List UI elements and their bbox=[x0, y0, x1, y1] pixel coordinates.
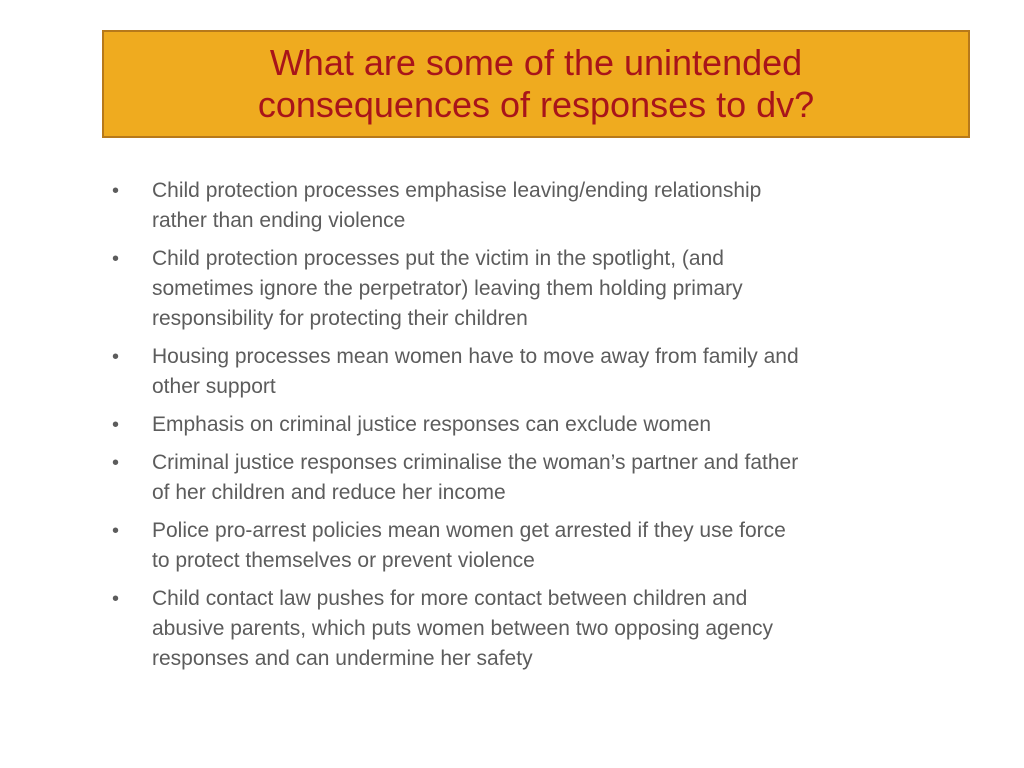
list-item bbox=[112, 176, 962, 236]
bullet-text: Criminal justice responses criminalise the woman’s partner and father of her children and reduce her income bbox=[152, 451, 799, 504]
bullet-dot-icon: • bbox=[112, 248, 120, 270]
list-item bbox=[112, 244, 962, 334]
title-box bbox=[102, 30, 970, 138]
bullet-text: Police pro-arrest policies mean women get arrested if they use force to protect themselves or prevent violence bbox=[152, 519, 786, 572]
bullet-dot-icon: • bbox=[112, 180, 120, 202]
bullet-dot-icon: • bbox=[112, 452, 120, 474]
bullet-dot-icon: • bbox=[112, 414, 120, 436]
slide-title: What are some of the unintended consequences of responses to dv? bbox=[257, 42, 815, 125]
list-item bbox=[112, 448, 962, 508]
list-item bbox=[112, 410, 962, 440]
bullet-dot-icon: • bbox=[112, 520, 120, 542]
bullet-text: Child protection processes put the victim in the spotlight, (and sometimes ignore the perpetrator) leaving them holding primary responsibility for protecting their children bbox=[152, 247, 743, 330]
list-item bbox=[112, 516, 962, 576]
list-item bbox=[112, 342, 962, 402]
bullet-text: Emphasis on criminal justice responses can exclude women bbox=[152, 413, 712, 436]
bullet-text: Housing processes mean women have to move away from family and other support bbox=[152, 345, 799, 398]
bullet-text: Child protection processes emphasise leaving/ending relationship rather than ending violence bbox=[152, 179, 762, 232]
bullet-text: Child contact law pushes for more contact between children and abusive parents, which puts women between two opposing agency responses and can undermine her safety bbox=[152, 587, 774, 670]
list-item bbox=[112, 584, 962, 674]
bullet-dot-icon: • bbox=[112, 588, 120, 610]
bullet-dot-icon: • bbox=[112, 346, 120, 368]
bullet-list bbox=[112, 176, 962, 682]
